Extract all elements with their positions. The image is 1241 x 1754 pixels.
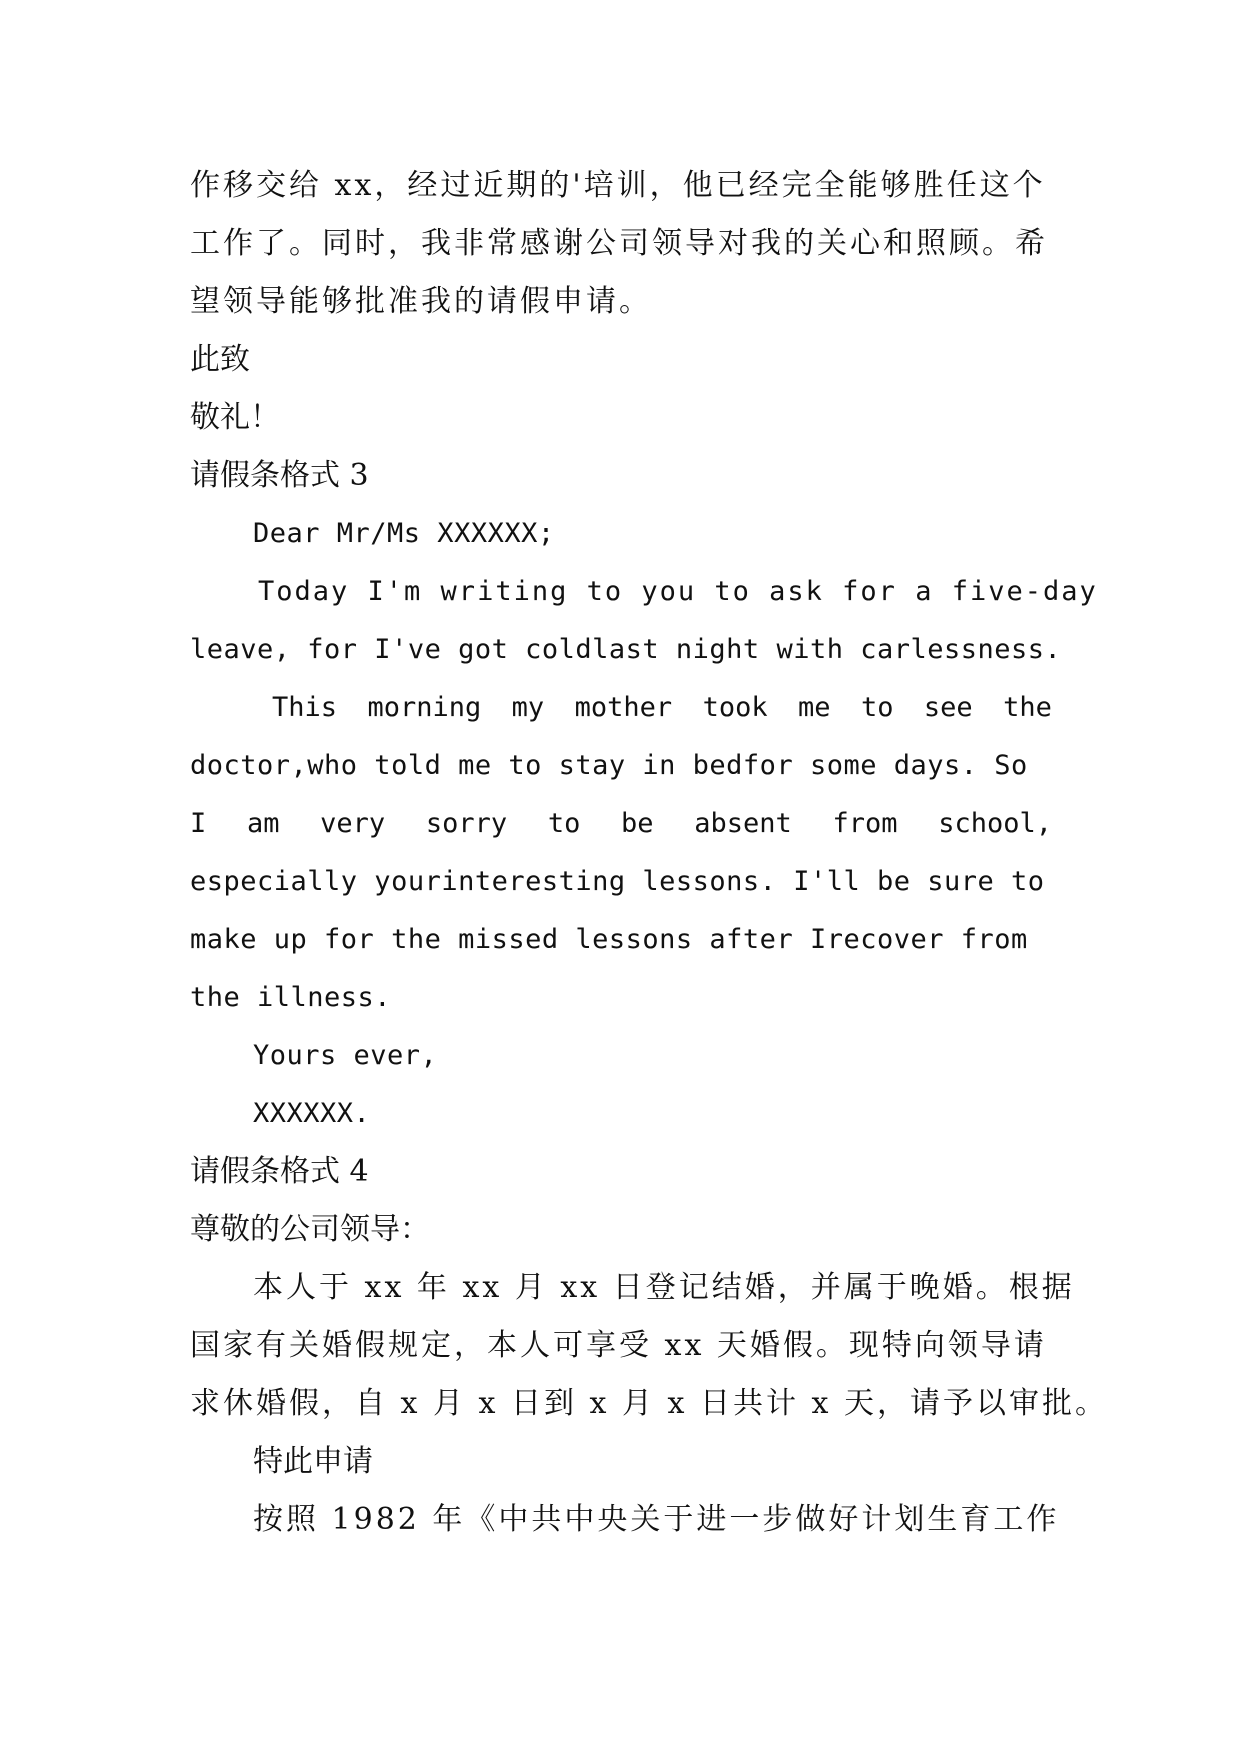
- letter-line-2: leave, for I've got coldlast night with carlessness.: [190, 634, 1062, 665]
- word: am: [246, 808, 280, 839]
- next-paragraph-line-1: 按照 1982 年《中共中央关于进一步做好计划生育工作: [253, 1502, 1060, 1537]
- section-heading-4: 请假条格式 4: [190, 1154, 369, 1189]
- word: mother: [574, 692, 673, 723]
- word: be: [621, 808, 654, 839]
- body-line-2: 工作了。同时，我非常感谢公司领导对我的关心和照顾。希: [190, 226, 1048, 261]
- letter-line-4: doctor,who told me to stay in bedfor some days. So: [190, 750, 1028, 781]
- closing-salutation: 此致: [190, 342, 250, 377]
- request-line-1: 本人于 xx 年 xx 月 xx 日登记结婚，并属于晚婚。根据: [253, 1270, 1075, 1305]
- letter-line-5: [190, 806, 1052, 842]
- word: school,: [938, 808, 1052, 839]
- request-line-2: 国家有关婚假规定，本人可享受 xx 天婚假。现特向领导请: [190, 1328, 1047, 1363]
- word: I: [190, 808, 207, 839]
- addressee: 尊敬的公司领导：: [190, 1212, 430, 1247]
- letter-greeting: Dear Mr/Ms XXXXXX;: [253, 518, 555, 549]
- letter-line-6: especially yourinteresting lessons. I'll be sure to: [190, 866, 1045, 897]
- word: to: [547, 808, 581, 839]
- body-line-3: 望领导能够批准我的请假申请。: [190, 284, 652, 319]
- word: morning: [367, 692, 482, 723]
- letter-signature: XXXXXX.: [253, 1098, 371, 1129]
- word: from: [832, 808, 898, 839]
- word: me: [798, 692, 831, 723]
- closing-regards: 敬礼！: [190, 400, 280, 435]
- body-line-1: 作移交给 xx，经过近期的'培训，他已经完全能够胜任这个: [190, 168, 1046, 203]
- letter-line-8: the illness.: [190, 982, 392, 1013]
- section-heading-3: 请假条格式 3: [190, 458, 369, 493]
- word: my: [511, 692, 545, 723]
- request-closing: 特此申请: [253, 1444, 373, 1479]
- word: see: [923, 692, 973, 723]
- word: to: [860, 692, 894, 723]
- letter-line-1: Today I'm writing to you to ask for a five-day: [258, 576, 1098, 607]
- word: took: [702, 692, 768, 723]
- word: sorry: [425, 808, 508, 839]
- request-line-3: 求休婚假，自 x 月 x 日到 x 月 x 日共计 x 天，请予以审批。: [190, 1386, 1108, 1421]
- word: This: [272, 692, 338, 723]
- letter-line-7: make up for the missed lessons after Irecover from: [190, 924, 1028, 955]
- letter-line-3: [272, 690, 1052, 726]
- word: absent: [694, 808, 792, 839]
- word: the: [1003, 692, 1052, 723]
- word: very: [320, 808, 386, 839]
- letter-signoff: Yours ever,: [253, 1040, 438, 1071]
